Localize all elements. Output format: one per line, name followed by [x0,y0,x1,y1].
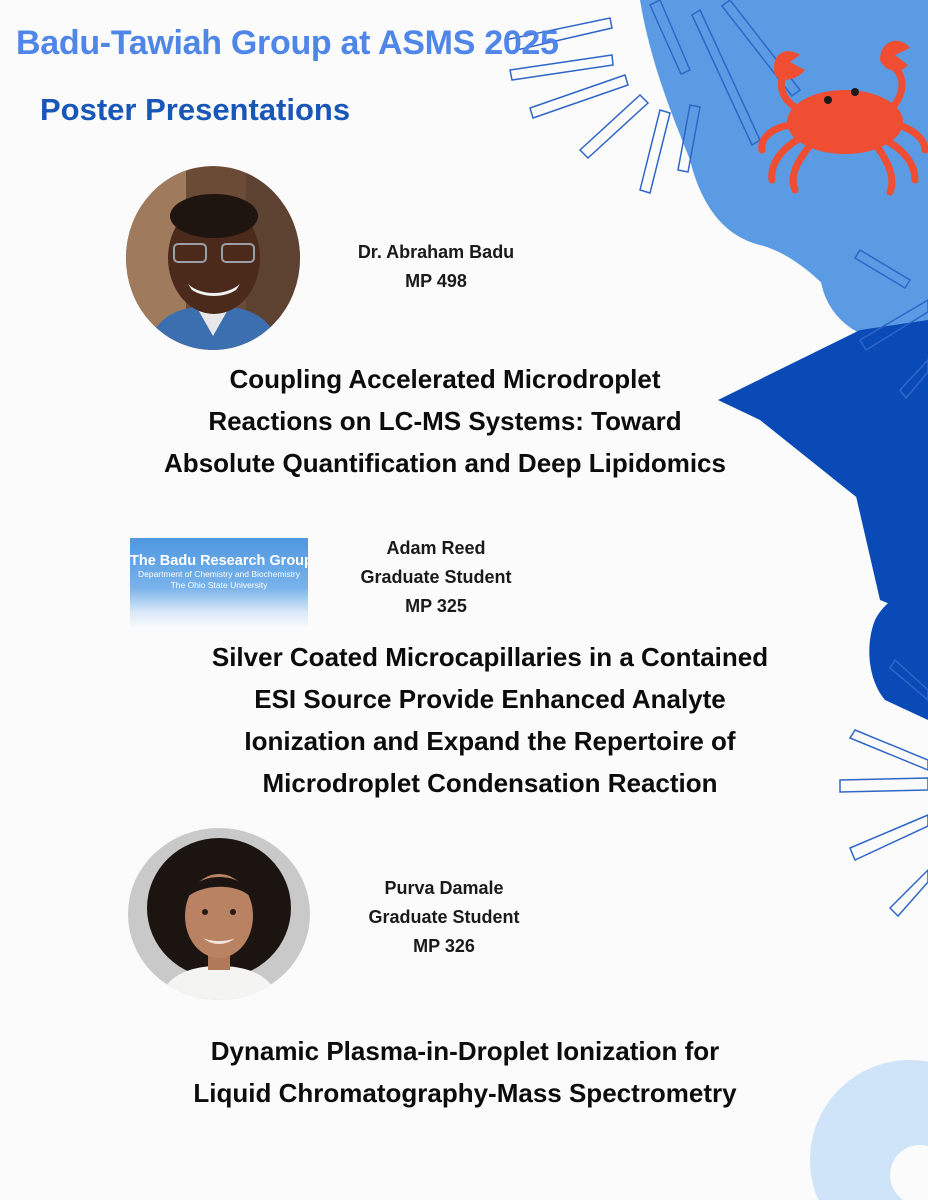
poster-code: MP 326 [413,936,475,956]
presenter-name: Adam Reed [386,538,486,558]
logo-title: The Badu Research Group [130,553,313,569]
poster-title-line: Liquid Chromatography-Mass Spectrometry [193,1078,737,1108]
poster-title-line: Microdroplet Condensation Reaction [262,768,718,798]
page-subtitle: Poster Presentations [40,92,351,127]
poster-title [100,1030,830,1114]
presenter-role: Graduate Student [368,907,520,927]
presenter-name: Purva Damale [384,878,504,898]
presenter-photo-purva-damale [128,828,310,1000]
poster-code: MP 498 [405,271,467,291]
presenter-role: Graduate Student [360,567,512,587]
poster-title-line: Dynamic Plasma-in-Droplet Ionization for [210,1036,720,1066]
badu-research-group-logo [130,538,313,628]
poster-title-line: Absolute Quantification and Deep Lipidomics [164,448,726,478]
presenter-name: Dr. Abraham Badu [357,242,515,262]
poster-code: MP 325 [405,596,467,616]
presenter-photo-abraham-badu [126,166,300,350]
poster-title [100,636,880,804]
logo-department: Department of Chemistry and Biochemistry [137,569,301,579]
presenter-info [306,534,566,621]
logo-university: The Ohio State University [170,580,268,590]
poster-title-line: Coupling Accelerated Microdroplet [229,364,661,394]
poster-title-line: Reactions on LC-MS Systems: Toward [208,406,682,436]
poster-title-line: Silver Coated Microcapillaries in a Contained [211,642,769,672]
presenter-info [306,238,566,296]
page-title: Badu-Tawiah Group at ASMS 2025 [16,24,559,62]
poster-title-line: Ionization and Expand the Repertoire of [244,726,736,756]
poster-title-line: ESI Source Provide Enhanced Analyte [254,684,726,714]
poster-title [100,358,790,484]
presenter-info [314,874,574,961]
